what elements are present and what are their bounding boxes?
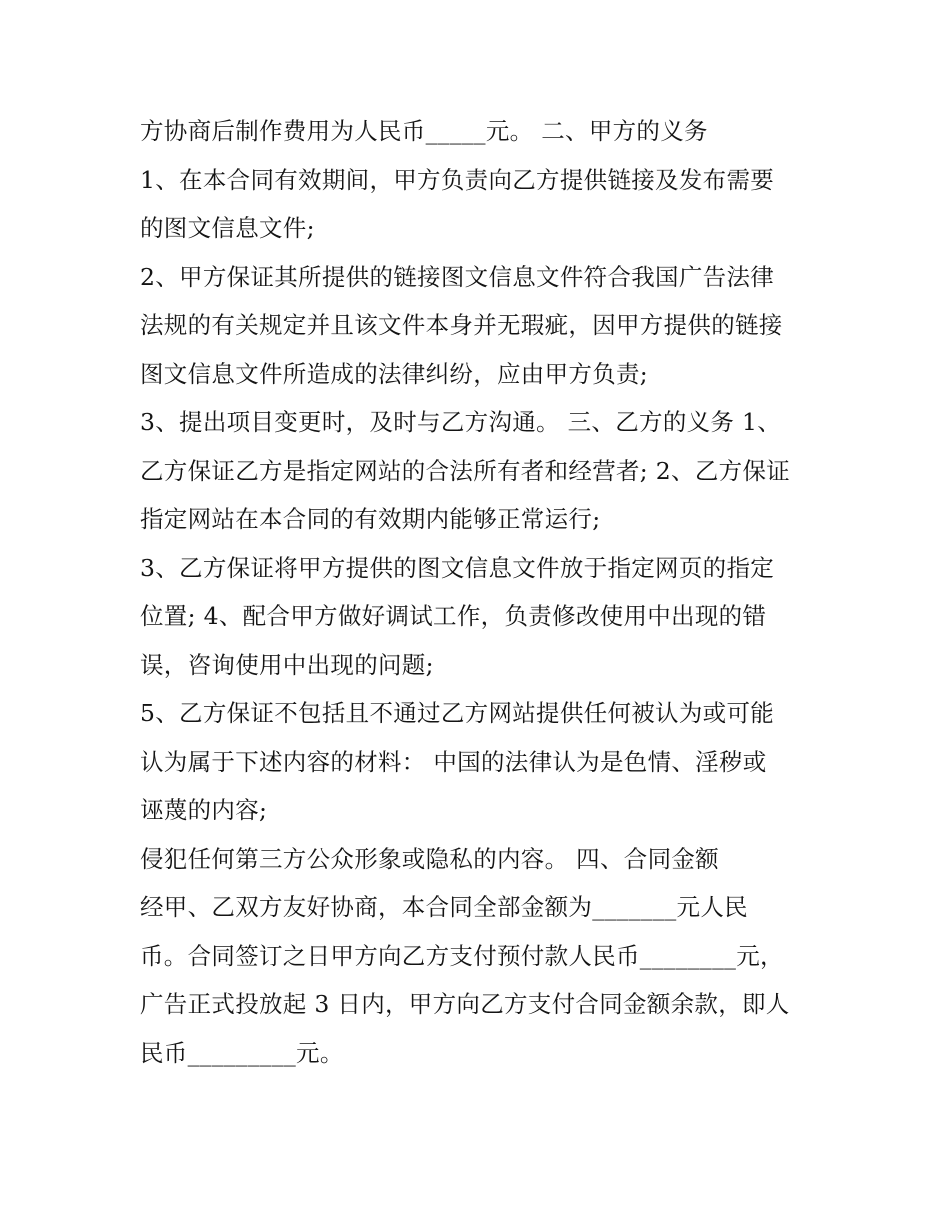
text-line: 误，咨询使用中出现的问题; <box>140 650 434 679</box>
text-line: 的图文信息文件; <box>140 214 315 242</box>
contract-body <box>140 107 830 1077</box>
text-line: 3、乙方保证将甲方提供的图文信息文件放于指定网页的指定 <box>140 553 775 582</box>
text-line: 指定网站在本合同的有效期内能够正常运行; <box>140 505 601 533</box>
text-line: 5、乙方保证不包括且不通过乙方网站提供任何被认为或可能 <box>140 699 775 727</box>
text-line: 侵犯任何第三方公众形象或隐私的内容。 四、合同金额 <box>140 844 719 873</box>
text-line: 经甲、乙双方友好协商，本合同全部金额为_______元人民 <box>140 893 748 921</box>
text-line: 乙方保证乙方是指定网站的合法所有者和经营者; 2、乙方保证 <box>140 456 791 485</box>
text-line: 民币_________元。 <box>140 1038 344 1067</box>
text-line: 广告正式投放起 3 日内，甲方向乙方支付合同金额余款，即人 <box>140 990 790 1018</box>
text-line: 认为属于下述内容的材料： 中国的法律认为是色情、淫秽或 <box>140 747 767 776</box>
text-line: 图文信息文件所造成的法律纠纷，应由甲方负责; <box>140 359 649 388</box>
text-line: 2、甲方保证其所提供的链接图文信息文件符合我国广告法律 <box>140 262 775 291</box>
text-line: 方协商后制作费用为人民币_____元。 二、甲方的义务 <box>140 117 708 145</box>
text-line: 3、提出项目变更时，及时与乙方沟通。 三、乙方的义务 1、 <box>140 408 782 436</box>
text-line: 币。合同签订之日甲方向乙方支付预付款人民币________元， <box>140 941 784 970</box>
text-line: 位置; 4、配合甲方做好调试工作，负责修改使用中出现的错 <box>140 602 767 630</box>
text-line: 法规的有关规定并且该文件本身并无瑕疵，因甲方提供的链接 <box>140 311 783 339</box>
text-line: 诬蔑的内容; <box>140 796 268 824</box>
text-line: 1、在本合同有效期间，甲方负责向乙方提供链接及发布需要 <box>140 165 775 194</box>
